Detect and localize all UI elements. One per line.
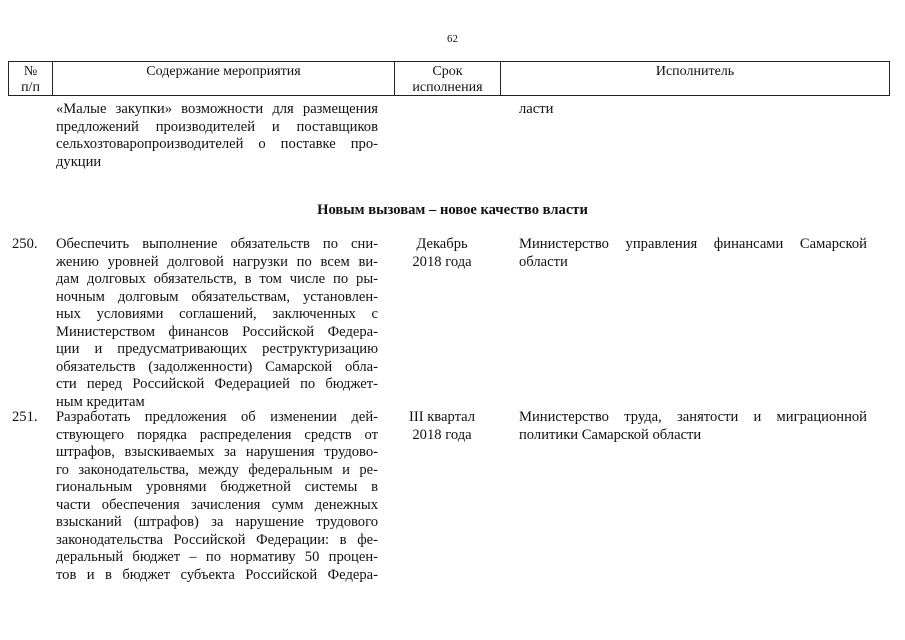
row-term-line: III квартал: [408, 409, 476, 425]
row-executor: [519, 236, 867, 271]
header-executor-label: Исполнитель: [655, 64, 735, 79]
continuation-line: «Малые закупки» возможности для размещения: [56, 101, 378, 117]
row-number: 250.: [12, 236, 38, 252]
row-content-line: ным кредитам: [56, 393, 145, 410]
continuation-content: [56, 101, 378, 171]
row-content-line: штрафов, взыскиваемых за нарушения трудово-: [56, 444, 378, 460]
row-content-line: законодательства Российской Федерации: в фе-: [56, 531, 378, 548]
row-term-line: 2018 года: [412, 426, 472, 443]
row-executor-line: Министерство управления финансами Самарской: [519, 236, 867, 252]
header-num-line1: №: [23, 64, 38, 79]
continuation-line: дукции: [56, 153, 102, 170]
row-content-line: гиональным уровнями бюджетной системы в: [56, 479, 378, 495]
row-content: [56, 236, 378, 411]
row-content-line: ночным долговым обязательствам, установлен-: [56, 288, 378, 305]
row-content-line: Министерством финансов Российской Федера-: [56, 323, 378, 340]
row-content-line: го законодательства, между федеральным и ре-: [56, 461, 378, 478]
table-header: [8, 61, 890, 96]
page-number: 62: [447, 33, 458, 45]
row-content-line: ных условиями соглашений, заключенных с: [56, 306, 378, 322]
row-executor-line: Министерство труда, занятости и миграционной: [519, 409, 867, 425]
header-term-line1: Срок: [432, 64, 463, 79]
row-term-line: 2018 года: [412, 253, 472, 270]
continuation-executor: ласти: [519, 101, 554, 117]
header-num-line2: п/п: [21, 80, 40, 95]
row-content-line: части обеспечения зачисления сумм денежных: [56, 496, 378, 513]
header-num-cell: [9, 62, 53, 95]
continuation-line: предложений производителей и поставщиков: [56, 118, 378, 135]
continuation-line: сельхозтоваропроизводителей о поставке про-: [56, 136, 378, 152]
row-content-line: взысканий (штрафов) за нарушение трудового: [56, 514, 378, 530]
row-content: [56, 409, 378, 584]
row-content-line: Обеспечить выполнение обязательств по сни-: [56, 236, 378, 252]
row-content-line: Разработать предложения об изменении дей-: [56, 409, 378, 425]
row-content-line: сти перед Российской Федерацией по бюджет-: [56, 376, 378, 392]
header-content-label: Содержание мероприятия: [146, 64, 301, 79]
section-title: Новым вызовам – новое качество власти: [317, 202, 588, 218]
header-term-line2: исполнения: [412, 80, 483, 95]
row-content-line: ции и предусматривающих реструктуризацию: [56, 341, 378, 357]
row-content-line: дам долговых обязательств, в том числе по ры-: [56, 271, 378, 287]
row-executor-line: политики Самарской области: [519, 426, 702, 443]
row-number: 251.: [12, 409, 38, 425]
row-term: [392, 236, 492, 271]
row-content-line: жению уровней долговой нагрузки по всем ви-: [56, 253, 378, 270]
row-content-line: тов и в бюджет субъекта Российской Федера-: [56, 566, 378, 583]
row-term: [392, 409, 492, 444]
row-executor-line: области: [519, 253, 568, 270]
header-content-cell: [53, 62, 395, 95]
row-content-line: ствующего порядка распределения средств от: [56, 426, 378, 443]
row-term-line: Декабрь: [416, 236, 468, 252]
row-executor: [519, 409, 867, 444]
row-content-line: обязательств (задолженности) Самарской обла-: [56, 358, 378, 375]
header-executor-cell: [501, 62, 889, 95]
row-content-line: деральный бюджет – по нормативу 50 процен-: [56, 549, 378, 565]
header-term-cell: [395, 62, 501, 95]
